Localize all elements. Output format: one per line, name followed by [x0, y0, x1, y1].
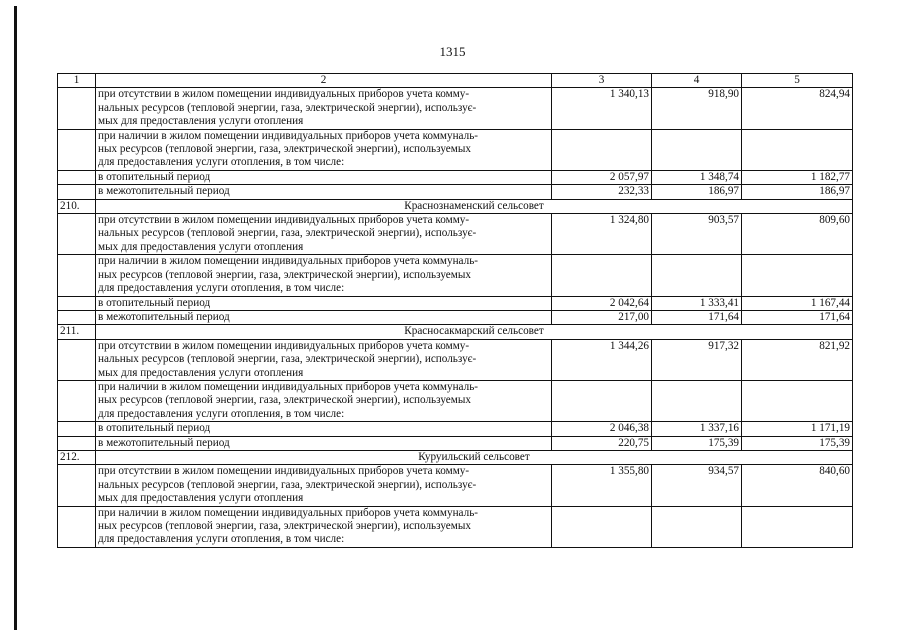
value-cell-col5: 1 171,19 — [742, 422, 853, 436]
value-cell-col5: 171,64 — [742, 310, 853, 324]
description-line: при отсутствии в жилом помещении индивидуальных приборов учета комму- — [98, 88, 470, 101]
description-line: для предоставления услуги отопления, в том числе: — [98, 407, 345, 420]
value-cell-col5: 1 182,77 — [742, 170, 853, 184]
description-line: нальных ресурсов (тепловой энергии, газа, электрической энергии), использує- — [98, 353, 477, 366]
value-cell-col4: 171,64 — [652, 310, 742, 324]
description-line: при отсутствии в жилом помещении индивидуальных приборов учета комму- — [98, 465, 470, 478]
value-cell-col5: 809,60 — [742, 214, 853, 255]
value-cell-col5 — [742, 380, 853, 421]
section-title: Красносакмарский сельсовет — [96, 325, 853, 339]
row-number-cell — [58, 255, 96, 296]
table-row — [58, 310, 853, 324]
value-cell-col3: 217,00 — [552, 310, 652, 324]
table-row — [58, 436, 853, 450]
description-cell — [96, 170, 552, 184]
description-line: при наличии в жилом помещении индивидуальных приборов учета коммуналь- — [98, 506, 479, 519]
description-line: ных ресурсов (тепловой энергии, газа, электрической энергии), используемых — [98, 520, 471, 532]
description-line: ных ресурсов (тепловой энергии, газа, электрической энергии), используемых — [98, 268, 471, 281]
table-row — [58, 296, 853, 310]
value-cell-col5: 186,97 — [742, 185, 853, 199]
value-cell-col3: 1 344,26 — [552, 339, 652, 380]
value-cell-col4 — [652, 129, 742, 170]
description-cell — [96, 436, 552, 450]
table-row — [58, 214, 853, 255]
header-cell: 4 — [652, 74, 742, 88]
header-cell: 3 — [552, 74, 652, 88]
row-number-cell — [58, 129, 96, 170]
value-cell-col3: 220,75 — [552, 436, 652, 450]
description-line: нальных ресурсов (тепловой энергии, газа, электрической энергии), использує- — [98, 101, 477, 114]
table-row — [58, 465, 853, 506]
description-cell — [96, 214, 552, 255]
header-cell: 5 — [742, 74, 853, 88]
value-cell-col4 — [652, 255, 742, 296]
description-line: при наличии в жилом помещении индивидуальных приборов учета коммуналь- — [98, 255, 479, 268]
value-cell-col3 — [552, 129, 652, 170]
value-cell-col3: 2 057,97 — [552, 170, 652, 184]
value-cell-col4 — [652, 380, 742, 421]
description-line: в межотопительный период — [98, 185, 230, 198]
description-line: мых для предоставления услуги отопления — [98, 366, 304, 379]
section-title: Краснознаменский сельсовет — [96, 199, 853, 213]
description-cell — [96, 255, 552, 296]
value-cell-col4: 934,57 — [652, 465, 742, 506]
value-cell-col5: 824,94 — [742, 88, 853, 129]
value-cell-col3 — [552, 506, 652, 547]
table-row — [58, 339, 853, 380]
row-number-cell — [58, 214, 96, 255]
description-line: в межотопительный период — [98, 310, 230, 323]
description-line: для предоставления услуги отопления, в том числе: — [98, 533, 345, 546]
value-cell-col5: 1 167,44 — [742, 296, 853, 310]
description-cell — [96, 129, 552, 170]
description-cell — [96, 185, 552, 199]
description-cell — [96, 465, 552, 506]
value-cell-col3: 2 042,64 — [552, 296, 652, 310]
row-number-cell — [58, 88, 96, 129]
description-line: мых для предоставления услуги отопления — [98, 115, 304, 128]
description-line: для предоставления услуги отопления, в том числе: — [98, 156, 345, 169]
value-cell-col4: 186,97 — [652, 185, 742, 199]
value-cell-col3 — [552, 380, 652, 421]
table-row — [58, 185, 853, 199]
row-number-cell — [58, 185, 96, 199]
value-cell-col4: 1 337,16 — [652, 422, 742, 436]
description-line: нальных ресурсов (тепловой энергии, газа, электрической энергии), использує- — [98, 478, 477, 491]
value-cell-col4: 1 333,41 — [652, 296, 742, 310]
header-row — [58, 74, 853, 88]
description-line: мых для предоставления услуги отопления — [98, 492, 304, 505]
row-number-cell — [58, 465, 96, 506]
description-line: при отсутствии в жилом помещении индивидуальных приборов учета комму- — [98, 214, 470, 227]
description-cell — [96, 310, 552, 324]
description-line: в отопительный период — [98, 296, 211, 309]
description-line: нальных ресурсов (тепловой энергии, газа, электрической энергии), использує- — [98, 227, 477, 240]
page-number: 1315 — [439, 44, 466, 59]
description-cell — [96, 339, 552, 380]
value-cell-col4: 917,32 — [652, 339, 742, 380]
description-line: в отопительный период — [98, 170, 211, 183]
description-line: при наличии в жилом помещении индивидуальных приборов учета коммуналь- — [98, 380, 479, 393]
row-number-cell — [58, 436, 96, 450]
value-cell-col5 — [742, 129, 853, 170]
section-number: 210. — [58, 199, 96, 213]
value-cell-col3: 1 324,80 — [552, 214, 652, 255]
value-cell-col5: 175,39 — [742, 436, 853, 450]
header-cell: 2 — [96, 74, 552, 88]
description-cell — [96, 422, 552, 436]
section-number: 212. — [58, 450, 96, 464]
row-number-cell — [58, 296, 96, 310]
row-number-cell — [58, 506, 96, 547]
value-cell-col3: 2 046,38 — [552, 422, 652, 436]
table-row — [58, 506, 853, 547]
section-row — [58, 450, 853, 464]
header-cell: 1 — [58, 74, 96, 88]
description-cell — [96, 88, 552, 129]
margin-bar — [14, 6, 17, 630]
value-cell-col5 — [742, 506, 853, 547]
row-number-cell — [58, 422, 96, 436]
value-cell-col5: 840,60 — [742, 465, 853, 506]
value-cell-col3: 1 355,80 — [552, 465, 652, 506]
row-number-cell — [58, 380, 96, 421]
description-line: при отсутствии в жилом помещении индивидуальных приборов учета комму- — [98, 339, 470, 352]
description-line: для предоставления услуги отопления, в том числе: — [98, 282, 345, 295]
value-cell-col3: 1 340,13 — [552, 88, 652, 129]
description-cell — [96, 380, 552, 421]
value-cell-col5: 821,92 — [742, 339, 853, 380]
value-cell-col3: 232,33 — [552, 185, 652, 199]
value-cell-col4: 175,39 — [652, 436, 742, 450]
value-cell-col3 — [552, 255, 652, 296]
description-line: в отопительный период — [98, 422, 211, 435]
section-row — [58, 325, 853, 339]
table-row — [58, 129, 853, 170]
row-number-cell — [58, 310, 96, 324]
description-line: мых для предоставления услуги отопления — [98, 240, 304, 253]
table-row — [58, 422, 853, 436]
value-cell-col4: 903,57 — [652, 214, 742, 255]
tariff-table — [57, 73, 853, 548]
table-row — [58, 170, 853, 184]
section-number: 211. — [58, 325, 96, 339]
value-cell-col5 — [742, 255, 853, 296]
description-cell — [96, 506, 552, 547]
description-line: ных ресурсов (тепловой энергии, газа, электрической энергии), используемых — [98, 394, 471, 407]
description-line: при наличии в жилом помещении индивидуальных приборов учета коммуналь- — [98, 129, 479, 142]
value-cell-col4: 1 348,74 — [652, 170, 742, 184]
table-row — [58, 380, 853, 421]
section-title: Куруильский сельсовет — [96, 450, 853, 464]
description-line: в межотопительный период — [98, 436, 230, 449]
section-row — [58, 199, 853, 213]
row-number-cell — [58, 170, 96, 184]
description-cell — [96, 296, 552, 310]
table-row — [58, 88, 853, 129]
row-number-cell — [58, 339, 96, 380]
value-cell-col4 — [652, 506, 742, 547]
value-cell-col4: 918,90 — [652, 88, 742, 129]
description-line: ных ресурсов (тепловой энергии, газа, электрической энергии), используемых — [98, 143, 471, 156]
table-row — [58, 255, 853, 296]
